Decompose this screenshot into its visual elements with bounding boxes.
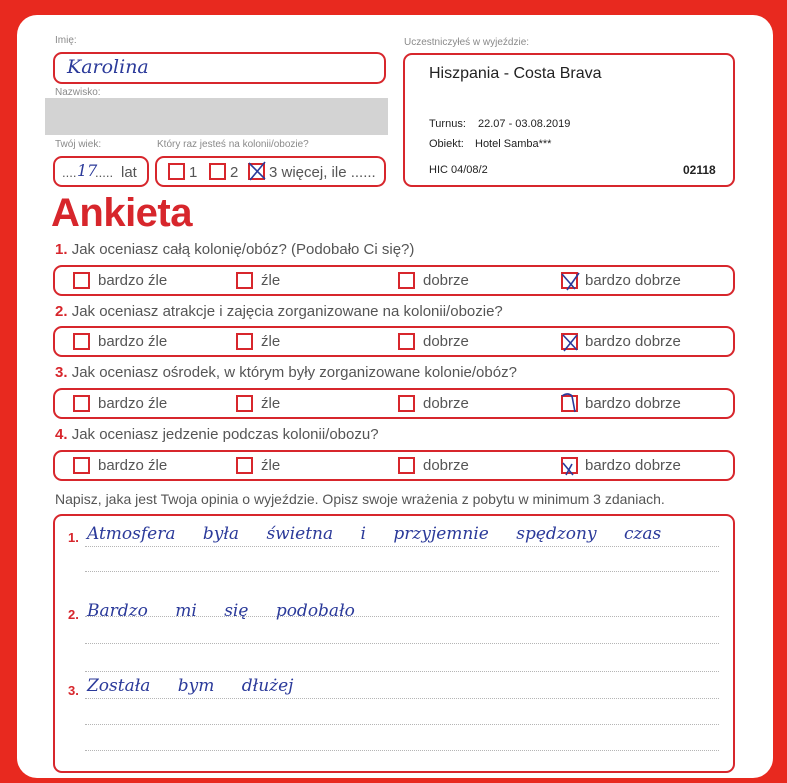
q3-checkbox-dobrze[interactable] — [398, 395, 415, 412]
q2-checkbox-dobrze[interactable] — [398, 333, 415, 350]
q4-checkbox-zle[interactable] — [236, 457, 253, 474]
q4-label-zle: źle — [261, 457, 281, 474]
trip-code: HIC 04/08/2 — [429, 164, 488, 176]
question-4-text: Jak oceniasz jedzenie podczas kolonii/obozu? — [71, 426, 379, 443]
times-label: Który raz jesteś na kolonii/obozie? — [157, 139, 309, 150]
name-label: Imię: — [55, 35, 77, 46]
times-check-mark — [245, 159, 269, 183]
opinion-2-text: Bardzo mi się podobało — [87, 601, 355, 621]
q4-label-bardzo-dobrze: bardzo dobrze — [585, 457, 681, 474]
times-option-1: 1 — [189, 164, 198, 181]
survey-sheet — [17, 15, 773, 778]
question-3-options — [53, 388, 735, 419]
opinion-box[interactable] — [53, 514, 735, 773]
q4-checkbox-bardzo-zle[interactable] — [73, 457, 90, 474]
q2-label-zle: źle — [261, 333, 281, 350]
opinion-line — [85, 724, 719, 725]
q2-check-mark — [558, 330, 582, 354]
times-option-3: 3 więcej, ile ...... — [269, 164, 376, 181]
q4-checkbox-dobrze[interactable] — [398, 457, 415, 474]
trip-label: Uczestniczyłeś w wyjeździe: — [404, 37, 530, 48]
question-4 — [55, 426, 379, 443]
opinion-line — [85, 698, 719, 699]
opinion-line — [85, 750, 719, 751]
question-1-number: 1. — [55, 241, 68, 258]
q1-label-zle: źle — [261, 272, 281, 289]
q1-checkbox-bardzo-zle[interactable] — [73, 272, 90, 289]
opinion-3-text: Została bym dłużej — [87, 676, 294, 696]
q3-label-dobrze: dobrze — [423, 395, 469, 412]
question-4-options — [53, 450, 735, 481]
question-4-number: 4. — [55, 426, 68, 443]
object-label: Obiekt: — [429, 138, 464, 150]
q1-label-bardzo-dobrze: bardzo dobrze — [585, 272, 681, 289]
trip-number: 02118 — [683, 163, 716, 177]
name-value: Karolina — [67, 56, 149, 78]
q4-check-mark — [558, 455, 582, 479]
age-field[interactable] — [53, 156, 149, 187]
opinion-line — [85, 671, 719, 672]
question-3 — [55, 364, 517, 381]
opinion-1-number: 1. — [68, 530, 79, 545]
q1-label-dobrze: dobrze — [423, 272, 469, 289]
opinion-2-number: 2. — [68, 607, 79, 622]
q3-checkbox-zle[interactable] — [236, 395, 253, 412]
q1-checkbox-dobrze[interactable] — [398, 272, 415, 289]
opinion-prompt: Napisz, jaka jest Twoja opinia o wyjeździe. Opisz swoje wrażenia z pobytu w minimum 3 zdaniach. — [55, 491, 665, 507]
question-3-text: Jak oceniasz ośrodek, w którym były zorganizowane kolonie/obóz? — [71, 364, 517, 381]
q2-label-bardzo-zle: bardzo źle — [98, 333, 168, 350]
trip-destination: Hiszpania - Costa Brava — [429, 65, 602, 82]
object-value: Hotel Samba*** — [475, 138, 552, 150]
q2-label-bardzo-dobrze: bardzo dobrze — [585, 333, 681, 350]
age-value: 17 — [77, 161, 98, 180]
q1-checkbox-zle[interactable] — [236, 272, 253, 289]
times-field — [155, 156, 386, 187]
turnus-label: Turnus: — [429, 118, 466, 130]
q4-label-dobrze: dobrze — [423, 457, 469, 474]
q3-label-bardzo-zle: bardzo źle — [98, 395, 168, 412]
q2-label-dobrze: dobrze — [423, 333, 469, 350]
q4-label-bardzo-zle: bardzo źle — [98, 457, 168, 474]
opinion-1-text: Atmosfera była świetna i przyjemnie spędzony czas — [87, 524, 662, 544]
q3-label-bardzo-dobrze: bardzo dobrze — [585, 395, 681, 412]
question-1-options — [53, 265, 735, 296]
age-dots-before: .... — [62, 165, 77, 180]
q3-checkbox-bardzo-zle[interactable] — [73, 395, 90, 412]
times-checkbox-1[interactable] — [168, 163, 185, 180]
q1-check-mark — [558, 269, 582, 293]
age-label: Twój wiek: — [55, 139, 102, 150]
question-1-text: Jak oceniasz całą kolonię/obóz? (Podobało Ci się?) — [71, 241, 415, 258]
opinion-line — [85, 643, 719, 644]
q2-checkbox-bardzo-zle[interactable] — [73, 333, 90, 350]
q1-label-bardzo-zle: bardzo źle — [98, 272, 168, 289]
question-3-number: 3. — [55, 364, 68, 381]
turnus-value: 22.07 - 03.08.2019 — [478, 118, 571, 130]
surname-label: Nazwisko: — [55, 87, 101, 98]
opinion-3-number: 3. — [68, 683, 79, 698]
question-2-text: Jak oceniasz atrakcje i zajęcia zorganizowane na kolonii/obozie? — [71, 303, 503, 320]
q2-checkbox-zle[interactable] — [236, 333, 253, 350]
surname-redaction — [45, 98, 388, 135]
opinion-line — [85, 571, 719, 572]
times-option-2: 2 — [230, 164, 239, 181]
question-1 — [55, 241, 414, 258]
age-unit: lat — [121, 164, 137, 181]
times-checkbox-2[interactable] — [209, 163, 226, 180]
q3-label-zle: źle — [261, 395, 281, 412]
trip-box — [403, 53, 735, 187]
name-field[interactable] — [53, 52, 386, 84]
page-title: Ankieta — [51, 191, 192, 235]
question-2-options — [53, 326, 735, 357]
q3-check-mark — [558, 390, 582, 416]
age-dots-after: ..... — [95, 165, 114, 180]
question-2 — [55, 303, 503, 320]
opinion-line — [85, 546, 719, 547]
question-2-number: 2. — [55, 303, 68, 320]
